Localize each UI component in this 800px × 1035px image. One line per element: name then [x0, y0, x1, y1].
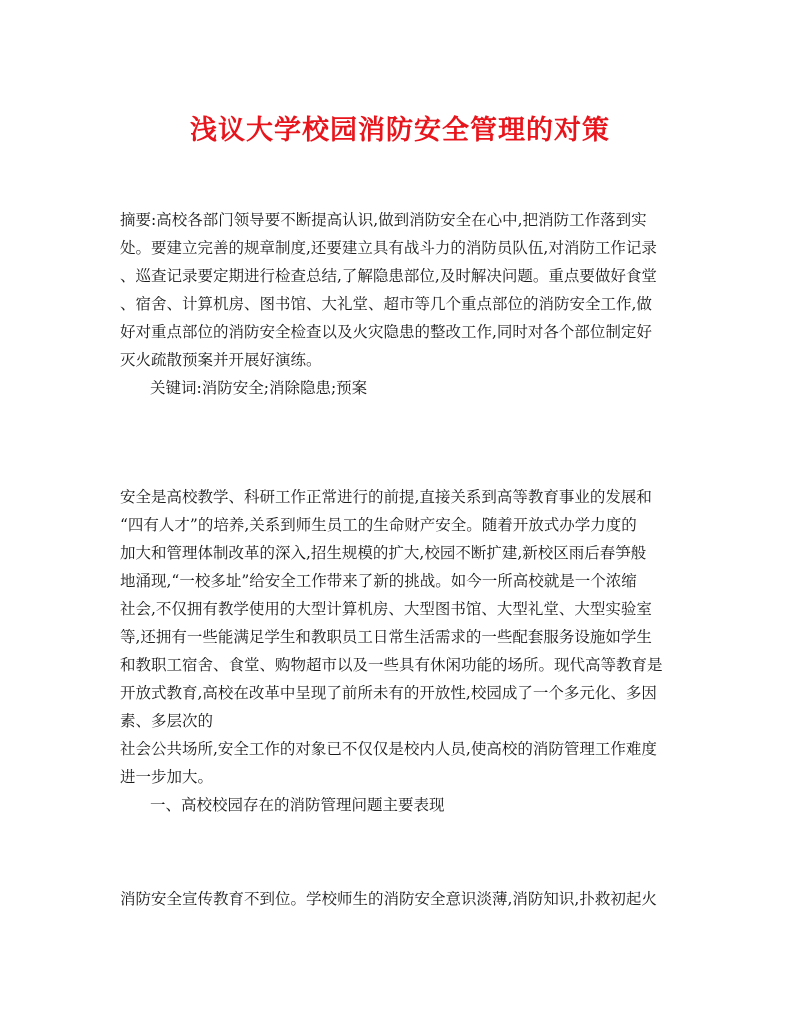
abstract-line: 处。要建立完善的规章制度,还要建立具有战斗力的消防员队伍,对消防工作记录: [120, 239, 657, 257]
body-line: 等,还拥有一些能满足学生和教职员工日常生活需求的一些配套服务设施如学生: [120, 628, 652, 646]
body-paragraph: [120, 483, 680, 819]
abstract-line: 好对重点部位的消防安全检查以及火灾隐患的整改工作,同时对各个部位制定好: [120, 323, 652, 341]
body-line: 进一步加大。: [120, 768, 214, 786]
body-line: 素、多层次的: [120, 712, 214, 730]
body-line: 社会公共场所,安全工作的对象已不仅仅是校内人员,使高校的消防管理工作难度: [120, 740, 657, 758]
body-line: 社会,不仅拥有教学使用的大型计算机房、大型图书馆、大型礼堂、大型实验室: [120, 600, 652, 618]
keywords-line: 关键词:消防安全;消除隐患;预案: [150, 379, 368, 397]
body-line: 安全是高校教学、科研工作正常进行的前提,直接关系到高等教育事业的发展和: [120, 488, 652, 506]
body-line: 和教职工宿舍、食堂、购物超市以及一些具有休闲功能的场所。现代高等教育是: [120, 656, 663, 674]
abstract-line: 摘要:高校各部门领导要不断提高认识,做到消防安全在心中,把消防工作落到实: [120, 211, 647, 229]
abstract-paragraph: [120, 206, 680, 402]
body-line: 消防安全宣传教育不到位。学校师生的消防安全意识淡薄,消防知识,扑救初起火: [120, 890, 657, 908]
document-title: 浅议大学校园消防安全管理的对策: [190, 115, 610, 146]
body-line: 地涌现,“一校多址”给安全工作带来了新的挑战。如今一所高校就是一个浓缩: [120, 572, 637, 590]
body-line: 开放式教育,高校在改革中呈现了前所未有的开放性,校园成了一个多元化、多因: [120, 684, 657, 702]
abstract-line: 、巡查记录要定期进行检查总结,了解隐患部位,及时解决问题。重点要做好食堂: [120, 267, 657, 285]
abstract-line: 、宿舍、计算机房、图书馆、大礼堂、超市等几个重点部位的消防安全工作,做: [120, 295, 652, 313]
abstract-line: 灭火疏散预案并开展好演练。: [120, 351, 322, 369]
section-heading: 一、高校校园存在的消防管理问题主要表现: [150, 796, 445, 814]
body-line: 加大和管理体制改革的深入,招生规模的扩大,校园不断扩建,新校区雨后春笋般: [120, 544, 647, 562]
section-paragraph: [120, 885, 680, 913]
body-line: “四有人才”的培养,关系到师生员工的生命财产安全。随着开放式办学力度的: [120, 516, 637, 534]
